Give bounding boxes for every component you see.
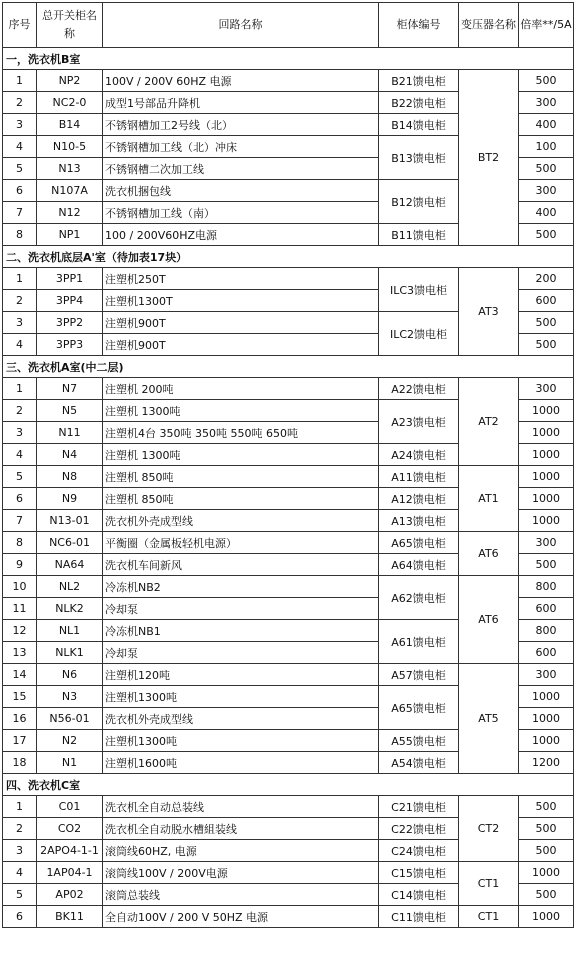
table-row — [3, 378, 574, 400]
cell-circuit: 洗衣机外壳成型线 — [103, 510, 379, 532]
cell-switch: N12 — [37, 202, 103, 224]
cell-ratio: 1000 — [519, 510, 574, 532]
cell-circuit: 注塑机1300吨 — [103, 686, 379, 708]
cell-circuit: 滚筒线60HZ, 电源 — [103, 840, 379, 862]
cell-ratio: 500 — [519, 70, 574, 92]
cell-no: 8 — [3, 224, 37, 246]
cell-cabinet: C22馈电柜 — [379, 818, 459, 840]
cell-transformer: AT3 — [459, 268, 519, 356]
cell-no: 4 — [3, 334, 37, 356]
cell-circuit: 注塑机 1300吨 — [103, 400, 379, 422]
cell-ratio: 300 — [519, 92, 574, 114]
cell-circuit: 注塑机900T — [103, 334, 379, 356]
cell-switch: CO2 — [37, 818, 103, 840]
cell-no: 5 — [3, 158, 37, 180]
cell-switch: B14 — [37, 114, 103, 136]
cell-cabinet: ILC2馈电柜 — [379, 312, 459, 356]
cell-ratio: 1000 — [519, 488, 574, 510]
cell-cabinet: A13馈电柜 — [379, 510, 459, 532]
cell-ratio: 1200 — [519, 752, 574, 774]
cell-circuit: 全自动100V / 200 V 50HZ 电源 — [103, 906, 379, 928]
header-row — [3, 3, 574, 48]
cell-ratio: 100 — [519, 136, 574, 158]
cell-no: 2 — [3, 400, 37, 422]
cell-circuit: 注塑机1300T — [103, 290, 379, 312]
header-seq: 序号 — [3, 3, 37, 48]
cell-switch: 3PP3 — [37, 334, 103, 356]
cell-ratio: 1000 — [519, 906, 574, 928]
cell-switch: AP02 — [37, 884, 103, 906]
table-row — [3, 70, 574, 92]
cell-switch: N7 — [37, 378, 103, 400]
cell-no: 1 — [3, 796, 37, 818]
cell-cabinet: A57馈电柜 — [379, 664, 459, 686]
cell-ratio: 1000 — [519, 444, 574, 466]
cell-no: 2 — [3, 92, 37, 114]
cell-cabinet: C14馈电柜 — [379, 884, 459, 906]
cell-transformer: CT1 — [459, 906, 519, 928]
cell-no: 17 — [3, 730, 37, 752]
cell-ratio: 800 — [519, 576, 574, 598]
cell-circuit: 注塑机250T — [103, 268, 379, 290]
cell-circuit: 洗衣机外壳成型线 — [103, 708, 379, 730]
cell-no: 5 — [3, 466, 37, 488]
cell-circuit: 注塑机 850吨 — [103, 488, 379, 510]
cell-switch: BK11 — [37, 906, 103, 928]
cell-no: 6 — [3, 180, 37, 202]
section-title: 四、洗衣机C室 — [3, 774, 574, 796]
cell-no: 2 — [3, 290, 37, 312]
cell-circuit: 洗衣机全自动脱水槽組装线 — [103, 818, 379, 840]
cell-no: 1 — [3, 268, 37, 290]
cell-transformer: AT6 — [459, 532, 519, 576]
section-row — [3, 246, 574, 268]
cell-ratio: 500 — [519, 884, 574, 906]
cell-no: 12 — [3, 620, 37, 642]
cell-ratio: 500 — [519, 554, 574, 576]
cell-cabinet: ILC3馈电柜 — [379, 268, 459, 312]
section-title: 一，洗衣机B室 — [3, 48, 574, 70]
cell-switch: C01 — [37, 796, 103, 818]
cell-ratio: 1000 — [519, 400, 574, 422]
cell-cabinet: A62馈电柜 — [379, 576, 459, 620]
cell-no: 18 — [3, 752, 37, 774]
cell-switch: 3PP1 — [37, 268, 103, 290]
cell-circuit: 洗衣机车间新风 — [103, 554, 379, 576]
cell-no: 2 — [3, 818, 37, 840]
cell-circuit: 滚筒总装线 — [103, 884, 379, 906]
cell-cabinet: A24馈电柜 — [379, 444, 459, 466]
cell-ratio: 300 — [519, 378, 574, 400]
cell-ratio: 600 — [519, 598, 574, 620]
cell-ratio: 1000 — [519, 686, 574, 708]
cell-ratio: 300 — [519, 532, 574, 554]
section-title: 二、洗衣机底层A'室（待加表17块） — [3, 246, 574, 268]
cell-circuit: 注塑机1300吨 — [103, 730, 379, 752]
cell-transformer: CT2 — [459, 796, 519, 862]
cell-cabinet: A64馈电柜 — [379, 554, 459, 576]
cell-switch: N107A — [37, 180, 103, 202]
cell-transformer: AT1 — [459, 466, 519, 532]
cell-ratio: 400 — [519, 114, 574, 136]
cell-cabinet: B12馈电柜 — [379, 180, 459, 224]
cell-no: 9 — [3, 554, 37, 576]
cell-switch: N11 — [37, 422, 103, 444]
cell-circuit: 平衡圈（金属板轻机电源） — [103, 532, 379, 554]
cell-no: 1 — [3, 378, 37, 400]
cell-switch: NLK1 — [37, 642, 103, 664]
table-row — [3, 466, 574, 488]
cell-ratio: 600 — [519, 642, 574, 664]
cell-switch: NP2 — [37, 70, 103, 92]
cell-ratio: 500 — [519, 158, 574, 180]
cell-ratio: 300 — [519, 664, 574, 686]
cell-switch: N2 — [37, 730, 103, 752]
cell-transformer: BT2 — [459, 70, 519, 246]
cell-no: 16 — [3, 708, 37, 730]
cell-switch: N9 — [37, 488, 103, 510]
cell-transformer: AT5 — [459, 664, 519, 774]
cell-no: 1 — [3, 70, 37, 92]
cell-circuit: 不锈钢槽加工2号线（北） — [103, 114, 379, 136]
cell-circuit: 注塑机4台 350吨 350吨 550吨 650吨 — [103, 422, 379, 444]
cell-no: 4 — [3, 136, 37, 158]
cell-cabinet: C15馈电柜 — [379, 862, 459, 884]
cell-no: 14 — [3, 664, 37, 686]
cell-switch: NC2-0 — [37, 92, 103, 114]
cell-switch: 3PP2 — [37, 312, 103, 334]
table-row — [3, 576, 574, 598]
cell-circuit: 注塑机1600吨 — [103, 752, 379, 774]
cell-switch: NL2 — [37, 576, 103, 598]
cell-switch: N8 — [37, 466, 103, 488]
cell-ratio: 600 — [519, 290, 574, 312]
cell-ratio: 1000 — [519, 708, 574, 730]
cell-cabinet: A54馈电柜 — [379, 752, 459, 774]
header-transformer: 变压器名称 — [459, 3, 519, 48]
cell-no: 8 — [3, 532, 37, 554]
cell-circuit: 不锈钢槽二次加工线 — [103, 158, 379, 180]
cell-cabinet: A55馈电柜 — [379, 730, 459, 752]
cell-no: 7 — [3, 510, 37, 532]
cell-cabinet: C24馈电柜 — [379, 840, 459, 862]
cell-cabinet: B14馈电柜 — [379, 114, 459, 136]
cell-no: 3 — [3, 114, 37, 136]
cell-circuit: 注塑机 1300吨 — [103, 444, 379, 466]
header-ratio: 倍率**/5A — [519, 3, 574, 48]
circuit-table — [2, 2, 574, 928]
cell-ratio: 800 — [519, 620, 574, 642]
cell-circuit: 注塑机 200吨 — [103, 378, 379, 400]
cell-no: 15 — [3, 686, 37, 708]
cell-cabinet: B22馈电柜 — [379, 92, 459, 114]
cell-no: 7 — [3, 202, 37, 224]
cell-ratio: 500 — [519, 818, 574, 840]
cell-circuit: 冷却泵 — [103, 598, 379, 620]
cell-ratio: 500 — [519, 796, 574, 818]
cell-ratio: 1000 — [519, 422, 574, 444]
cell-cabinet: C11馈电柜 — [379, 906, 459, 928]
cell-ratio: 1000 — [519, 730, 574, 752]
cell-switch: NP1 — [37, 224, 103, 246]
cell-ratio: 300 — [519, 180, 574, 202]
cell-no: 4 — [3, 862, 37, 884]
cell-circuit: 冷冻机NB1 — [103, 620, 379, 642]
cell-switch: N6 — [37, 664, 103, 686]
cell-no: 13 — [3, 642, 37, 664]
cell-switch: NA64 — [37, 554, 103, 576]
table-row — [3, 664, 574, 686]
cell-circuit: 注塑机120吨 — [103, 664, 379, 686]
cell-transformer: AT2 — [459, 378, 519, 466]
cell-switch: N5 — [37, 400, 103, 422]
cell-no: 10 — [3, 576, 37, 598]
table-row — [3, 906, 574, 928]
cell-switch: N1 — [37, 752, 103, 774]
cell-no: 3 — [3, 422, 37, 444]
cell-circuit: 洗衣机捆包线 — [103, 180, 379, 202]
cell-cabinet: A23馈电柜 — [379, 400, 459, 444]
cell-switch: 1AP04-1 — [37, 862, 103, 884]
table-row — [3, 532, 574, 554]
cell-ratio: 500 — [519, 840, 574, 862]
cell-circuit: 注塑机 850吨 — [103, 466, 379, 488]
table-row — [3, 268, 574, 290]
cell-ratio: 500 — [519, 334, 574, 356]
cell-cabinet: A12馈电柜 — [379, 488, 459, 510]
cell-cabinet: A65馈电柜 — [379, 532, 459, 554]
header-cabinet-no: 柜体编号 — [379, 3, 459, 48]
cell-circuit: 不锈钢槽加工线（南） — [103, 202, 379, 224]
table-row — [3, 796, 574, 818]
cell-no: 4 — [3, 444, 37, 466]
section-row — [3, 48, 574, 70]
cell-no: 6 — [3, 906, 37, 928]
cell-cabinet: B11馈电柜 — [379, 224, 459, 246]
cell-cabinet: A61馈电柜 — [379, 620, 459, 664]
header-circuit-name: 回路名称 — [103, 3, 379, 48]
cell-circuit: 注塑机900T — [103, 312, 379, 334]
cell-circuit: 成型1号部品升降机 — [103, 92, 379, 114]
cell-switch: NLK2 — [37, 598, 103, 620]
cell-circuit: 100V / 200V 60HZ 电源 — [103, 70, 379, 92]
cell-cabinet: A22馈电柜 — [379, 378, 459, 400]
cell-circuit: 洗衣机全自动总装线 — [103, 796, 379, 818]
cell-ratio: 1000 — [519, 862, 574, 884]
cell-ratio: 500 — [519, 224, 574, 246]
cell-switch: N4 — [37, 444, 103, 466]
cell-ratio: 400 — [519, 202, 574, 224]
cell-ratio: 1000 — [519, 466, 574, 488]
cell-switch: NL1 — [37, 620, 103, 642]
cell-transformer: AT6 — [459, 576, 519, 664]
cell-circuit: 冷冻机NB2 — [103, 576, 379, 598]
cell-no: 3 — [3, 840, 37, 862]
header-main-switch: 总开关柜名称 — [37, 3, 103, 48]
cell-switch: 2APO4-1-1 — [37, 840, 103, 862]
cell-ratio: 200 — [519, 268, 574, 290]
cell-switch: N56-01 — [37, 708, 103, 730]
cell-switch: N10-5 — [37, 136, 103, 158]
table-row — [3, 862, 574, 884]
cell-switch: N13-01 — [37, 510, 103, 532]
cell-switch: N13 — [37, 158, 103, 180]
cell-cabinet: A65馈电柜 — [379, 686, 459, 730]
section-title: 三、洗衣机A室(中二层) — [3, 356, 574, 378]
cell-switch: N3 — [37, 686, 103, 708]
cell-no: 3 — [3, 312, 37, 334]
cell-circuit: 不锈钢槽加工线（北）冲床 — [103, 136, 379, 158]
cell-no: 5 — [3, 884, 37, 906]
cell-circuit: 100 / 200V60HZ电源 — [103, 224, 379, 246]
cell-no: 11 — [3, 598, 37, 620]
cell-cabinet: B13馈电柜 — [379, 136, 459, 180]
cell-switch: NC6-01 — [37, 532, 103, 554]
cell-cabinet: A11馈电柜 — [379, 466, 459, 488]
cell-no: 6 — [3, 488, 37, 510]
cell-circuit: 冷却泵 — [103, 642, 379, 664]
cell-ratio: 500 — [519, 312, 574, 334]
cell-cabinet: B21馈电柜 — [379, 70, 459, 92]
cell-transformer: CT1 — [459, 862, 519, 906]
cell-switch: 3PP4 — [37, 290, 103, 312]
section-row — [3, 356, 574, 378]
section-row — [3, 774, 574, 796]
cell-circuit: 滚筒线100V / 200V电源 — [103, 862, 379, 884]
cell-cabinet: C21馈电柜 — [379, 796, 459, 818]
